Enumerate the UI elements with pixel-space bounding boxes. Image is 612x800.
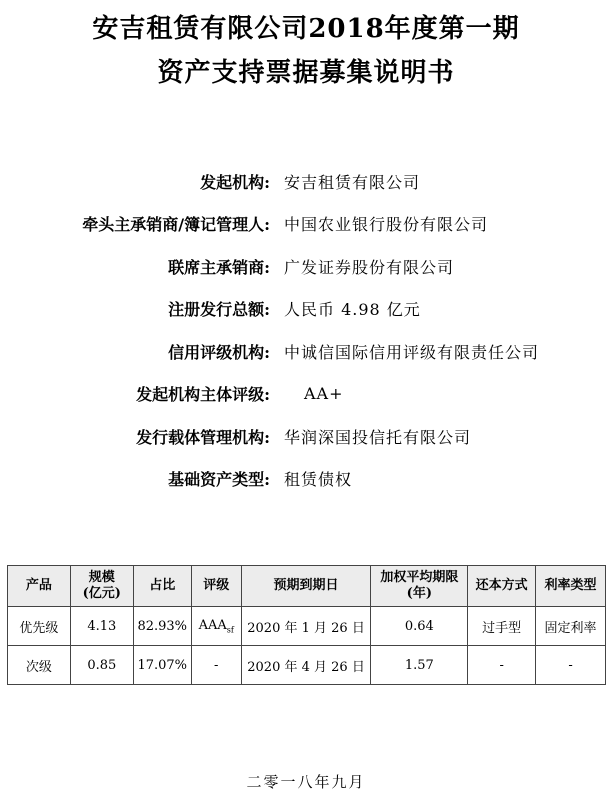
cell-product: 次级 [8, 646, 71, 685]
info-value: 租赁债权 [284, 470, 353, 490]
header-term [371, 566, 468, 607]
cell-product: 优先级 [8, 607, 71, 646]
info-label: 发行载体管理机构: [136, 427, 270, 447]
cell-maturity: 2020 年 1 月 26 日 [241, 607, 371, 646]
rating-subscript: sf [226, 625, 234, 635]
info-row-rating-agency [0, 330, 612, 373]
header-ratio: 占比 [133, 566, 191, 607]
issue-date: 二零一八年九月 [246, 773, 366, 791]
info-label: 牵头主承销商/簿记管理人: [82, 215, 270, 235]
info-row-issuer-rating [0, 373, 612, 416]
info-label: 联席主承销商: [168, 257, 270, 277]
info-row-originator [0, 160, 612, 203]
info-label: 发起机构主体评级: [136, 385, 270, 405]
cell-maturity: 2020 年 4 月 26 日 [241, 646, 371, 685]
info-value: 中诚信国际信用评级有限责任公司 [284, 342, 540, 362]
header-scale-unit: (亿元) [82, 586, 121, 601]
info-row-registered-amount [0, 288, 612, 331]
cell-scale: 0.85 [70, 646, 133, 685]
cell-ratio: 17.07% [133, 646, 191, 685]
tranche-table [7, 565, 606, 685]
table-row [8, 607, 606, 646]
cell-scale: 4.13 [70, 607, 133, 646]
cell-rating: - [191, 646, 241, 685]
header-scale-label: 规模 [88, 570, 115, 585]
info-label: 发起机构: [200, 172, 270, 192]
rating-main: AAA [198, 617, 227, 633]
info-label: 基础资产类型: [168, 470, 270, 490]
document-title-line2: 资产支持票据募集说明书 [157, 58, 455, 88]
header-repay: 还本方式 [468, 566, 536, 607]
info-value: 广发证券股份有限公司 [284, 257, 455, 277]
info-row-vehicle-manager [0, 415, 612, 458]
info-row-joint-underwriter [0, 245, 612, 288]
cell-rate: 固定利率 [536, 607, 606, 646]
table-row [8, 646, 606, 685]
info-value: 人民币 4.98 亿元 [284, 300, 421, 320]
header-product: 产品 [8, 566, 71, 607]
info-value: 安吉租赁有限公司 [284, 172, 421, 192]
info-value: AA+ [304, 384, 344, 404]
header-term-unit: (年) [406, 586, 432, 601]
header-rate: 利率类型 [536, 566, 606, 607]
header-rating: 评级 [191, 566, 241, 607]
info-label: 信用评级机构: [168, 342, 270, 362]
info-value: 中国农业银行股份有限公司 [284, 215, 489, 235]
cell-repay: 过手型 [468, 607, 536, 646]
info-row-lead-underwriter [0, 203, 612, 246]
info-label: 注册发行总额: [168, 300, 270, 320]
info-value: 华润深国投信托有限公司 [284, 427, 472, 447]
issuer-info-list [0, 160, 612, 500]
table-header-row [8, 566, 606, 607]
cell-ratio: 82.93% [133, 607, 191, 646]
cell-rating [191, 607, 241, 646]
header-maturity: 预期到期日 [241, 566, 371, 607]
cell-repay: - [468, 646, 536, 685]
info-row-asset-type [0, 458, 612, 501]
cell-rate: - [536, 646, 606, 685]
document-title-line1: 安吉租赁有限公司2018年度第一期 [92, 14, 520, 44]
header-scale [70, 566, 133, 607]
cell-term: 1.57 [371, 646, 468, 685]
cell-term: 0.64 [371, 607, 468, 646]
header-term-label: 加权平均期限 [380, 570, 459, 585]
